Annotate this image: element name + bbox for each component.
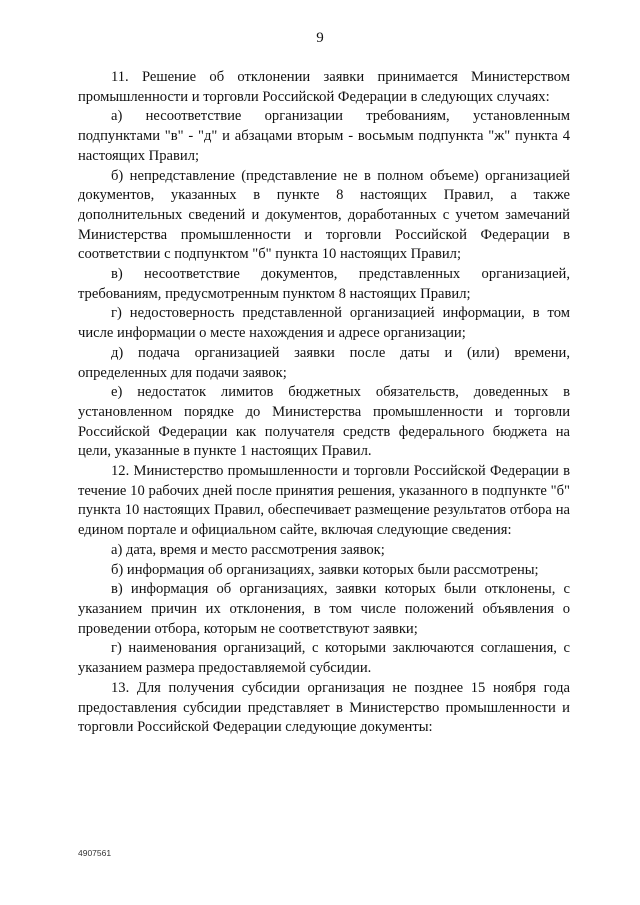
paragraph-11-d: д) подача организацией заявки после даты и (или) времени, определенных для подачи заявок; <box>78 344 570 381</box>
paragraph-11-b: б) непредставление (представление не в полном объеме) организацией документов, указанных в пункте 8 настоящих Правил, а также дополнительных сведений и документов, доработанных с учетом замечаний Министерства промышленности и торговли Российской Федерации в соответствии с подпунктом "б" пункта 10 настоящих Правил; <box>78 167 570 263</box>
paragraph-11-g: г) недостоверность представленной организацией информации, в том числе информации о месте нахождения и адресе организации; <box>78 305 570 342</box>
paragraph-11-a: а) несоответствие организации требованиям, установленным подпунктами "в" - "д" и абзацами вторым - восьмым подпункта "ж" пункта 4 настоящих Правил; <box>78 108 570 164</box>
paragraph-13: 13. Для получения субсидии организация не позднее 15 ноября года предоставления субсидии представляет в Министерство промышленности и торговли Российской Федерации следующие документы: <box>78 679 570 736</box>
paragraph-11-v: в) несоответствие документов, представленных организацией, требованиям, предусмотренным пунктом 8 настоящих Правил; <box>78 266 570 302</box>
paragraph-11-e: е) недостаток лимитов бюджетных обязательств, доведенных в установленном порядке до Министерства промышленности и торговли Российской Федерации как получателя средств федерального бюджета на цели, указанные в пункте 1 настоящих Правил. <box>78 384 570 460</box>
paragraph-12: 12. Министерство промышленности и торговли Российской Федерации в течение 10 рабочих дней после принятия решения, указанного в подпункте "б" пункта 10 настоящих Правил, обеспечивает размещение результатов отбора на едином портале и официальном сайте, включая следующие сведения: <box>78 463 570 539</box>
paragraph-12-b: б) информация об организациях, заявки которых были рассмотрены; <box>111 561 539 578</box>
document-body <box>78 68 570 738</box>
paragraph-11: 11. Решение об отклонении заявки принимается Министерством промышленности и торговли Российской Федерации в следующих случаях: <box>78 69 570 105</box>
page-number: 9 <box>316 30 324 46</box>
paragraph-12-v: в) информация об организациях, заявки которых были отклонены, с указанием причин их отклонения, в том числе положений объявления о проведении отбора, которым не соответствуют заявки; <box>78 581 570 637</box>
paragraph-12-g: г) наименования организаций, с которыми заключаются соглашения, с указанием размера предоставляемой субсидии. <box>78 640 570 677</box>
paragraph-12-a: а) дата, время и место рассмотрения заявок; <box>111 541 385 558</box>
document-code: 4907561 <box>78 848 112 858</box>
